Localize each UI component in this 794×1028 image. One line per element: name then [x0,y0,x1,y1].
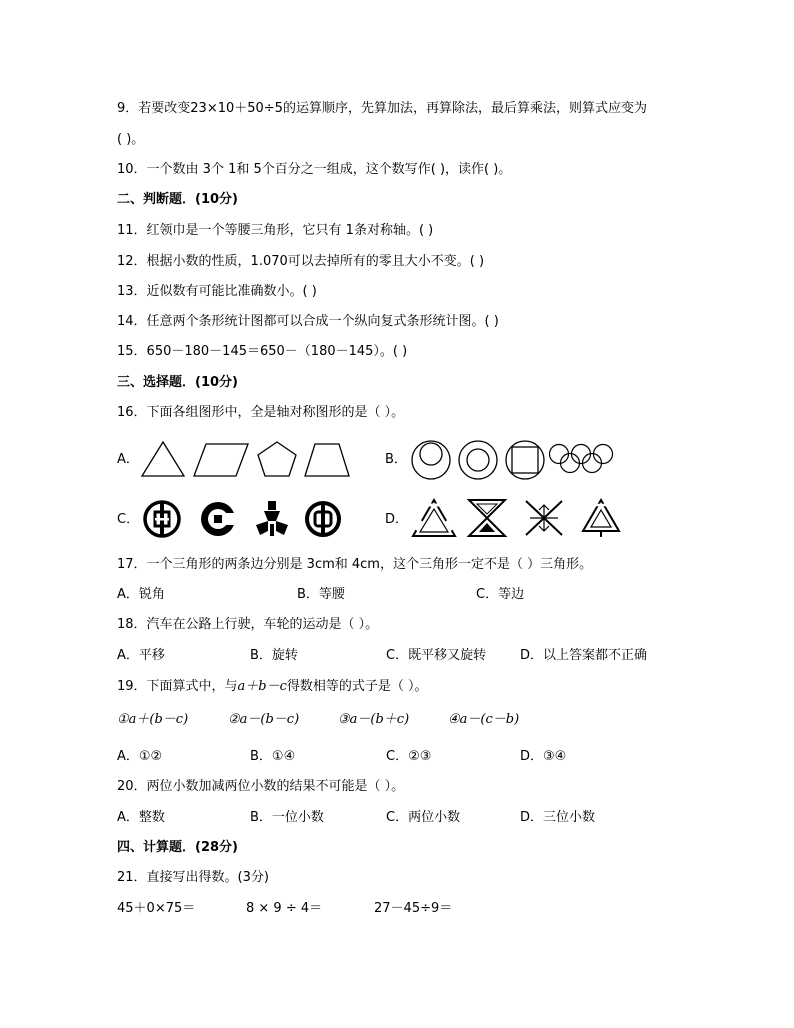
question-21: 21．直接写出得数。(3分) [117,870,269,885]
cross-arrows-icon [522,497,566,539]
icbc-bank-logo-icon [143,500,181,538]
q19-item-4: ④a－(c－b) [448,712,520,727]
q19-item-3: ③a－(b＋c) [338,712,410,727]
q19-option-d: D．③④ [520,749,567,764]
circle-with-inner-circle-icon [410,439,452,481]
section-2-heading: 二、判断题．(10分) [117,192,238,207]
q19-text-pre: 19．下面算式中，与 [117,679,238,694]
trapezoid-icon [303,442,351,478]
q16-option-b-label: B． [385,452,407,467]
q17-option-a: A．锐角 [117,587,165,602]
q18-option-c: C．既平移又旋转 [386,648,487,663]
question-11: 11．红领巾是一个等腰三角形，它只有 1条对称轴。( ) [117,223,434,238]
q21-item-1: 45＋0×75＝ [117,901,196,916]
q20-option-b: B．一位小数 [250,810,324,825]
hourglass-logo-icon [465,497,509,539]
q19-option-b: B．①④ [250,749,296,764]
recycle-tree-icon [579,497,623,539]
q16-option-d-label: D． [385,512,409,527]
question-20: 20．两位小数加减两位小数的结果不可能是（ ）。 [117,779,405,794]
recycle-triangle-icon [410,497,458,539]
q17-option-c: C．等边 [476,587,525,602]
question-13: 13．近似数有可能比准确数小。( ) [117,284,317,299]
q20-option-d: D．三位小数 [520,810,596,825]
section-4-heading: 四、计算题．(28分) [117,840,238,855]
q18-option-a: A．平移 [117,648,165,663]
q19-expression: a＋b－c [237,679,287,694]
question-9: 9．若要改变23×10＋50÷5的运算顺序，先算加法，再算除法，最后算乘法，则算式应变为 [117,101,647,116]
question-9-blank: ( )。 [117,132,145,147]
q18-option-b: B．旋转 [250,648,298,663]
q16-option-c-label: C． [117,512,140,527]
q19-text-post: 得数相等的式子是（ ）。 [286,679,428,694]
section-3-heading: 三、选择题．(10分) [117,375,238,390]
q19-item-1: ①a＋(b－c) [117,712,189,727]
q19-option-c: C．②③ [386,749,432,764]
pentagon-icon [256,440,298,478]
question-17: 17．一个三角形的两条边分别是 3cm和 4cm，这个三角形一定不是（ ）三角形。 [117,557,593,572]
concentric-circles-icon [457,439,499,481]
q19-item-2: ②a－(b－c) [228,712,300,727]
q21-item-2: 8 × 9 ÷ 4＝ [246,901,323,916]
question-16: 16．下面各组图形中，全是轴对称图形的是（ ）。 [117,405,405,420]
q18-option-d: D．以上答案都不正确 [520,648,648,663]
q20-option-c: C．两位小数 [386,810,461,825]
triangle-icon [140,440,186,478]
question-19 [117,678,428,696]
question-12: 12．根据小数的性质，1.070可以去掉所有的零且大小不变。( ) [117,254,485,269]
q21-item-3: 27－45÷9＝ [374,901,453,916]
question-14: 14．任意两个条形统计图都可以合成一个纵向复式条形统计图。( ) [117,314,499,329]
boc-bank-logo-icon [304,500,342,538]
square-in-circle-icon [504,439,546,481]
ccb-bank-logo-icon [198,500,238,538]
q19-option-a: A．①② [117,749,163,764]
olympic-rings-icon [548,442,614,476]
q16-option-a-label: A． [117,452,139,467]
question-15: 15．650－180－145＝650－（180－145）。( ) [117,344,408,359]
q17-option-b: B．等腰 [297,587,345,602]
q20-option-a: A．整数 [117,810,165,825]
abc-bank-logo-icon [252,499,292,539]
question-18: 18．汽车在公路上行驶，车轮的运动是（ ）。 [117,617,379,632]
parallelogram-icon [192,442,250,478]
question-10: 10．一个数由 3个 1和 5个百分之一组成，这个数写作( )，读作( )。 [117,162,512,177]
